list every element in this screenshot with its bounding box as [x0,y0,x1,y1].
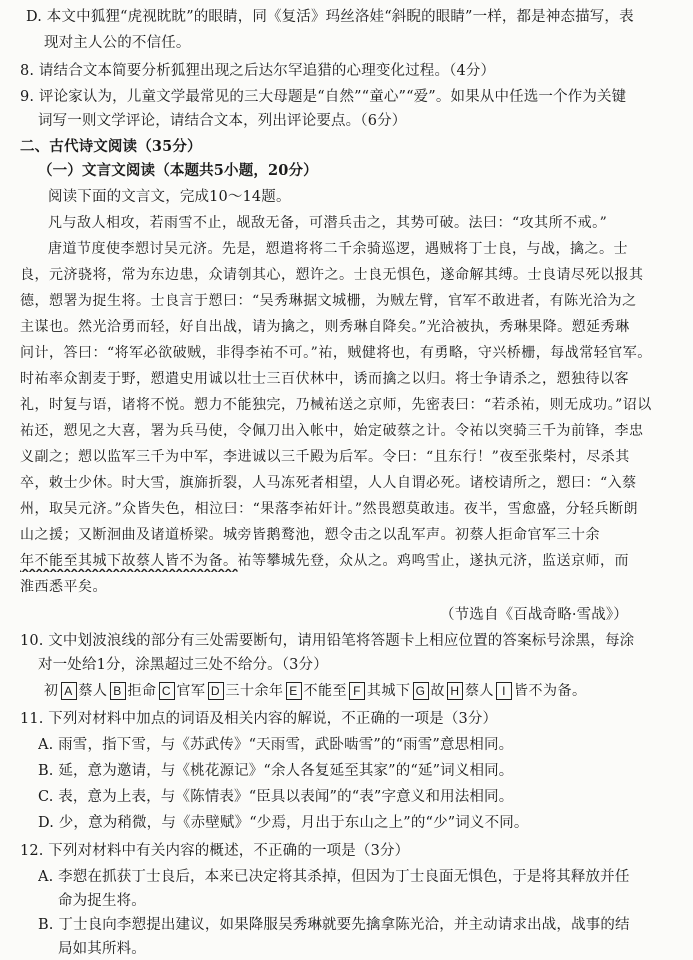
q11-option-c: C. 表，意为上表，与《陈情表》“臣具以表闻”的“表”字意义和用法相同。 [38,789,514,805]
answer-box-i[interactable]: I [496,682,512,700]
answer-box-d[interactable]: D [208,682,224,700]
segment-text: 蔡人 [465,683,494,699]
passage-line: 凡与敌人相攻，若雨雪不止，觇敌无备，可潜兵击之，其势可破。法曰：“攻其所不戒。” [48,215,608,231]
question-8: 8. 请结合文本简要分析狐狸出现之后达尔罕追猎的心理变化过程。（4分） [20,63,496,79]
segment-text: 皆不为备。 [514,683,587,699]
segment-text: 不能至 [303,683,347,699]
passage-line: 问计，答曰：“将军必欲破贼，非得李祐不可。”祐，贼健将也，有勇略，守兴桥栅，每战常轻官军。 [20,345,652,361]
question-12: 12. 下列对材料中有关内容的概述，不正确的一项是（3分） [20,843,410,859]
question-10-line1: 10. 文中划波浪线的部分有三处需要断句，请用铅笔将答题卡上相应位置的答案标号涂黑，每涂 [20,633,635,649]
passage-line: 淮西悉平矣。 [20,579,107,595]
answer-box-b[interactable]: B [110,682,126,700]
answer-box-c[interactable]: C [159,682,175,700]
q7-option-d-line1: D. 本文中狐狸“虎视眈眈”的眼睛，同《复活》玛丝洛娃“斜睨的眼睛”一样，都是神态描写，表 [26,9,634,25]
passage-line: 唐道节度使李愬讨吴元济。先是，愬遣将将二千余骑巡逻，遇贼将丁士良，与战，擒之。士 [48,241,628,257]
passage-text: 山之援；又断洄曲及诸道桥梁。城旁皆鹅鹜池，愬令击之以乱军声。 [20,527,455,543]
passage-line: 礼，时复与语，诸将不悦。愬力不能独完，乃械祐送之京师，先密表曰：“若杀祐，则无成功。”诏以 [20,397,652,413]
reading-instruction: 阅读下面的文言文，完成10～14题。 [48,189,291,205]
answer-box-e[interactable]: E [286,682,302,700]
answer-box-h[interactable]: H [447,682,463,700]
passage-line: 主谋也。然光洽勇而轻，好自出战，请为擒之，则秀琳自降矣。”光洽被执，秀琳果降。愬延秀琳 [20,319,630,335]
q10-segment-row [44,680,587,702]
answer-box-a[interactable]: A [61,682,77,700]
segment-text: 拒命 [127,683,157,699]
question-11: 11. 下列对材料中加点的词语及相关内容的解说，不正确的一项是（3分） [20,711,498,727]
passage-text: 祐等攀城先登，众从之。鸡鸣雪止，遂执元济，监送京师，而 [237,553,629,569]
wavy-underlined-text: 年不能至其城下故蔡人皆不为备。 [20,553,238,569]
passage-line: 良，元济骁将，常为东边患，众请刳其心，愬许之。士良无惧色，遂命解其缚。士良请尽死以报其 [20,267,644,283]
segment-text: 故 [430,683,445,699]
q12-option-b-line1: B. 丁士良向李愬提出建议，如果降服吴秀琳就要先擒拿陈光洽，并主动请求出战，战事的结 [38,917,630,933]
subsection-heading-classical-chinese: （一）文言文阅读（本题共5小题，20分） [38,162,318,179]
answer-box-f[interactable]: F [349,682,365,700]
passage-line [20,550,629,572]
passage-line: 义副之；愬以监军三千为中军，李进诚以三千殿为后军。令曰：“且东行！”夜至张柴村，尽杀其 [20,449,630,465]
q12-option-b-line2: 局如其所料。 [58,941,146,957]
segment-text: 蔡人 [78,683,108,699]
passage-line: 州，取吴元济。”众皆失色，相泣曰：“果落李祐奸计。”然畏愬莫敢违。夜半，雪愈盛，分轻兵断朗 [20,501,638,517]
q11-option-b: B. 延，意为邀请，与《桃花源记》“余人各复延至其家”的“延”词义相同。 [38,763,514,779]
passage-line: 祐还，愬见之大喜，署为兵马使，令佩刀出入帐中，始定破蔡之计。令祐以突骑三千为前锋，李忠 [20,423,644,439]
segment-text: 初 [44,683,59,699]
question-10-line2: 对一处给1分，涂黑超过三处不给分。（3分） [38,657,328,673]
answer-box-g[interactable]: G [413,682,429,700]
passage-line: 时祐率众割麦于野，愬遣史用诚以壮士三百伏林中，诱而擒之以归。将士争请杀之，愬独待以客 [20,371,629,387]
q12-option-a-line1: A. 李愬在抓获丁士良后，本来已决定将其杀掉，但因为丁士良面无惧色，于是将其释放并任 [38,869,630,885]
question-9-line2: 词写一则文学评论，请结合文本，列出评论要点。（6分） [38,113,407,129]
q12-option-a-line2: 命为捉生将。 [58,893,146,909]
segment-text: 其城下 [367,683,411,699]
q11-option-a: A. 雨雪，指下雪，与《苏武传》“天雨雪，武卧啮雪”的“雨雪”意思相同。 [38,737,514,753]
passage-text: 初蔡人拒命官军三十余 [455,527,600,543]
q7-option-d-line2: 现对主人公的不信任。 [44,35,191,51]
passage-line [20,524,680,546]
q11-option-d: D. 少，意为稍微，与《赤壁赋》“少焉，月出于东山之上”的“少”词义不同。 [38,815,529,831]
section-heading-ancient-prose: 二、古代诗文阅读（35分） [20,138,202,155]
passage-line: 卒，敕士少休。时大雪，旗旆折裂，人马冻死者相望，人人自谓必死。诸校请所之，愬曰：“入蔡 [20,475,637,491]
segment-text: 三十余年 [225,683,284,699]
passage-source: （节选自《百战奇略·雪战》） [440,607,628,623]
passage-line: 德，愬署为捉生将。士良言于愬曰：“吴秀琳据文城栅，为贼左臂，官军不敢进者，有陈光洽为之 [20,293,637,309]
question-9-line1: 9. 评论家认为，儿童文学最常见的三大母题是“自然”“童心”“爱”。如果从中任选一个作为关键 [20,89,627,105]
segment-text: 官军 [176,683,206,699]
